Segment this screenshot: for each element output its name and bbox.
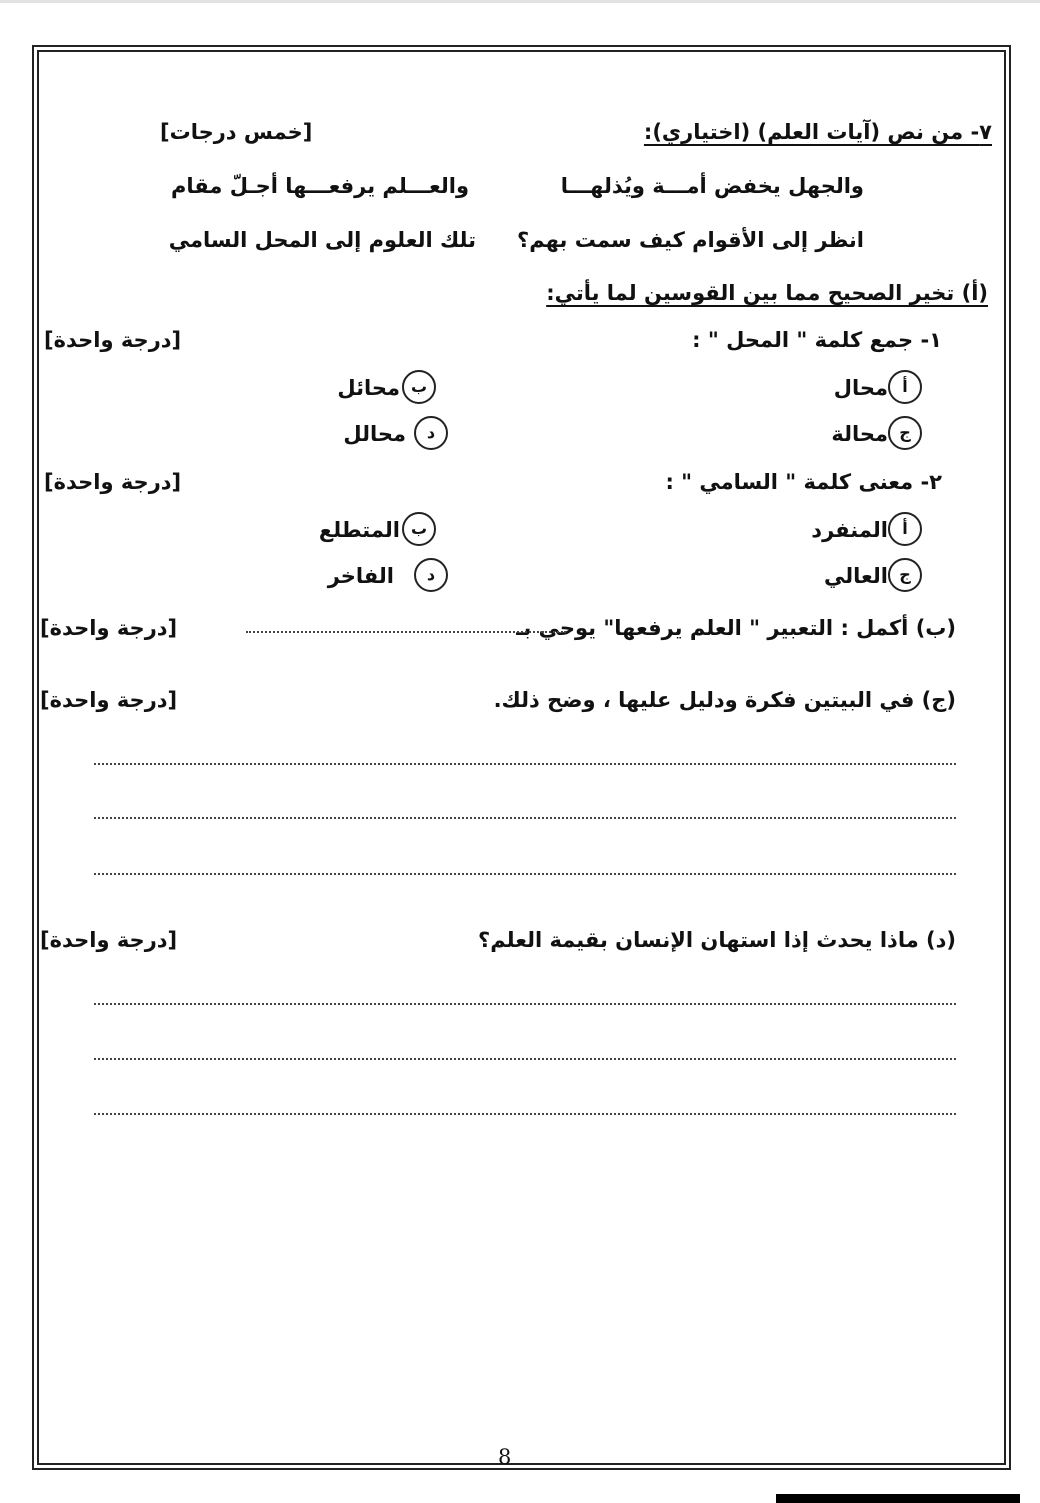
option-circle-b[interactable]: ب [402, 512, 436, 546]
answer-line[interactable] [94, 817, 956, 819]
answer-line[interactable] [94, 873, 956, 875]
question-grade: [خمس درجات] [160, 120, 313, 144]
option-text: الفاخر [327, 564, 394, 588]
option-circle-c[interactable]: ج [888, 558, 922, 592]
poem-line2-second-hemistich: تلك العلوم إلى المحل السامي [168, 228, 476, 252]
option-text: محائل [337, 376, 400, 400]
part-d-prompt: (د) ماذا يحدث إذا استهان الإنسان بقيمة العلم؟ [478, 928, 956, 952]
part-a-item2-grade: [درجة واحدة] [44, 470, 182, 494]
answer-line[interactable] [94, 1113, 956, 1115]
poem-line1-second-hemistich: والعـــلم يرفعـــها أجـلّ مقام [171, 174, 469, 198]
part-a-heading: (أ) تخير الصحيح مما بين القوسين لما يأتي: [546, 281, 988, 305]
option-text: المتطلع [318, 518, 400, 542]
part-b-grade: [درجة واحدة] [40, 616, 178, 640]
part-a-item1-prompt: ١- جمع كلمة " المحل " : [692, 328, 942, 352]
option-text: محالة [831, 422, 888, 446]
option-circle-a[interactable]: أ [888, 512, 922, 546]
poem-line2-first-hemistich: انظر إلى الأقوام كيف سمت بهم؟ [517, 228, 864, 252]
top-edge-line [0, 0, 1040, 3]
part-d-grade: [درجة واحدة] [40, 928, 178, 952]
part-c-prompt: (ج) في البيتين فكرة ودليل عليها ، وضح ذلك. [493, 688, 956, 712]
answer-line[interactable] [94, 763, 956, 765]
poem-line1-first-hemistich: والجهل يخفض أمـــة ويُذلهـــا [560, 174, 864, 198]
answer-line[interactable] [94, 1003, 956, 1005]
option-circle-d[interactable]: د [414, 558, 448, 592]
part-c-grade: [درجة واحدة] [40, 688, 178, 712]
part-a-item2-prompt: ٢- معنى كلمة " السامي " : [665, 470, 942, 494]
answer-blank-line[interactable] [246, 631, 566, 633]
option-text: المنفرد [811, 518, 888, 542]
option-text: العالي [824, 564, 888, 588]
option-circle-d[interactable]: د [414, 416, 448, 450]
part-b-prompt: (ب) أكمل : التعبير " العلم يرفعها" يوحي بـ [516, 616, 956, 640]
answer-line[interactable] [94, 1058, 956, 1060]
bottom-black-bar [776, 1494, 1020, 1503]
option-circle-b[interactable]: ب [402, 370, 436, 404]
question-heading: ٧- من نص (آيات العلم) (اختياري): [643, 120, 992, 144]
option-text: محالل [343, 422, 406, 446]
option-circle-a[interactable]: أ [888, 370, 922, 404]
option-text: محال [833, 376, 888, 400]
page-number: 8 [498, 1445, 512, 1469]
option-circle-c[interactable]: ج [888, 416, 922, 450]
part-a-item1-grade: [درجة واحدة] [44, 328, 182, 352]
page-border-inner [37, 50, 1006, 1465]
